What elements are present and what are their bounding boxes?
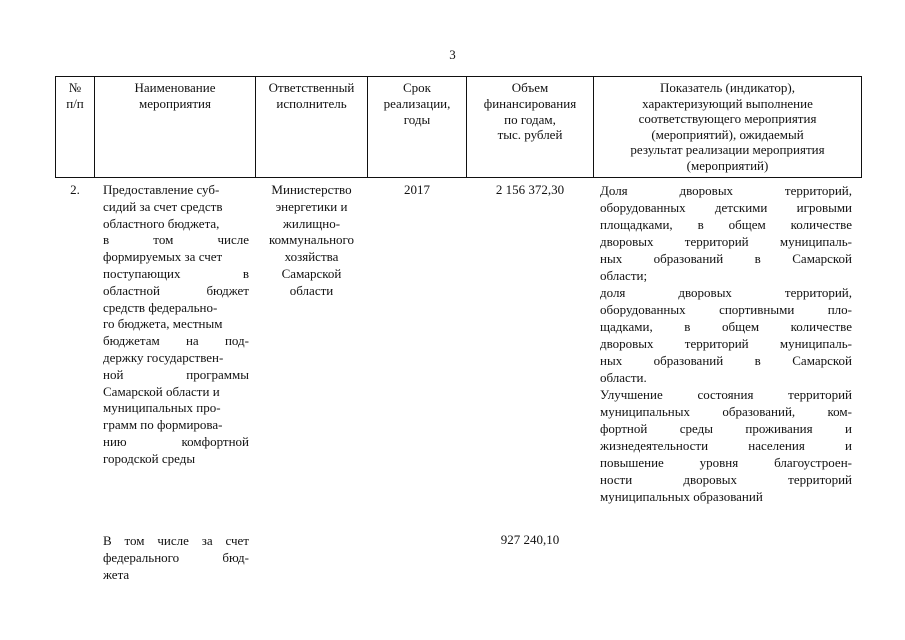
header-executor: Ответственный исполнитель — [268, 80, 355, 111]
row-indicator: Доля дворовых территорий, оборудованных детскими игровыми площадками, в общем количестве дворовых территорий муниципаль- ных образований в Самарской области; доля дворовых территорий, оборудованных спортивными пло- щадками, в общем количестве дворовых территорий муниципаль- ных образований в Самарской области. Улучшение состояния территорий муниципальных образований, ком- фортной среды проживания и жизнедеятельности населения и повышение уровня благоустроен- ности дворовых территорий муниципальных образований — [600, 183, 852, 504]
header-indicator: Показатель (индикатор), характеризующий выполнение соответствующего мероприятия (мероприятий), ожидаемый результат реализации мероприятия (мероприятий) — [630, 80, 825, 173]
subrow-federal-funding: 927 240,10 — [500, 532, 560, 547]
row-funding: 2 156 372,30 — [495, 182, 565, 197]
table-top-border — [55, 76, 862, 77]
header-num: № п/п — [66, 80, 84, 111]
page-number: 3 — [449, 47, 456, 62]
row-measure-name: Предоставление суб- сидий за счет средств областного бюджета, в том числе формируемых за счет поступающих в областной бюджет средств федерально- го бюджета, местным бюджетам на под- держку государствен- ной программы Самарской области и муниципальных про- грамм по формирова- нию комфортной городской среды — [103, 182, 249, 466]
table-right-border — [861, 76, 862, 178]
header-term: Срок реализации, годы — [383, 80, 451, 127]
header-funding: Объем финансирования по годам, тыс. рублей — [483, 80, 577, 143]
row-term: 2017 — [404, 182, 430, 197]
row-executor: Министерство энергетики и жилищно- коммунального хозяйства Самарской области — [268, 182, 355, 298]
subrow-federal-name: В том числе за счет федерального бюд- жета — [103, 533, 249, 582]
header-bottom-border — [55, 177, 862, 178]
row-number: 2. — [70, 182, 80, 197]
header-name: Наименование мероприятия — [134, 80, 216, 111]
